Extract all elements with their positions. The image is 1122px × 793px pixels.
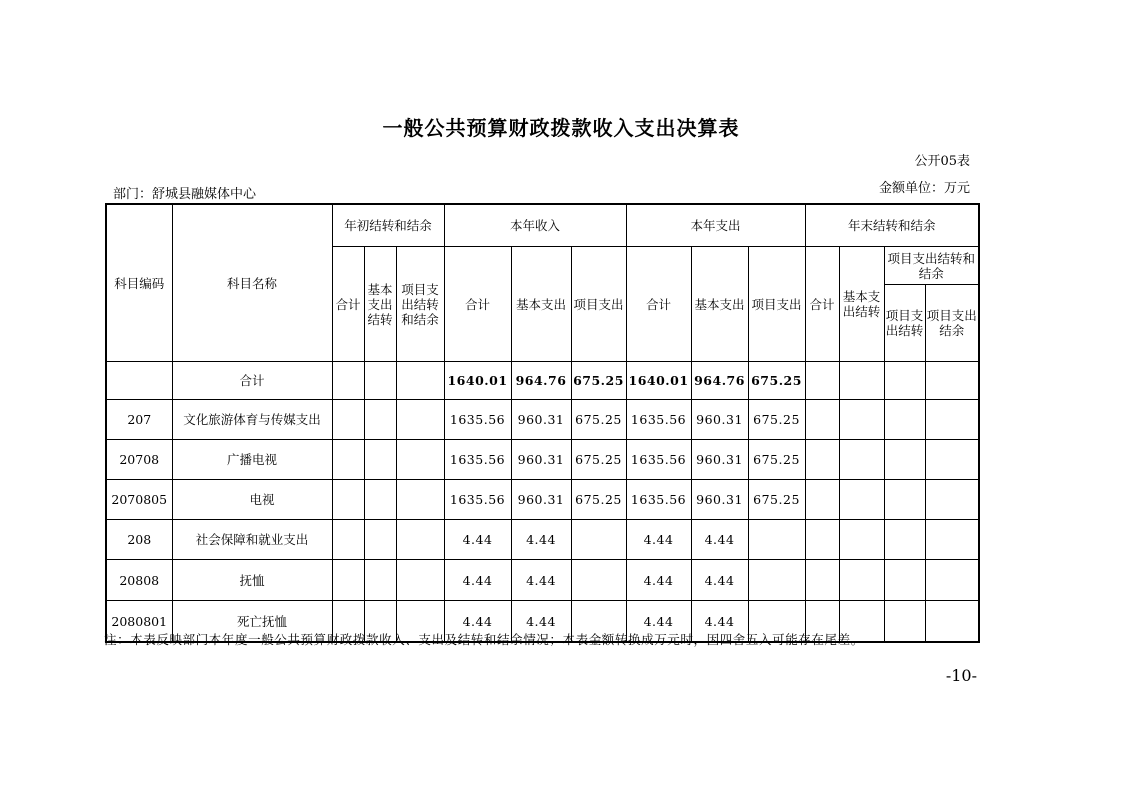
cell-end-basic — [839, 362, 884, 400]
cell-code: 2070805 — [106, 480, 172, 520]
cell-income-basic: 964.76 — [511, 362, 571, 400]
cell-begin-project — [396, 362, 444, 400]
table-row — [106, 560, 979, 601]
table-row — [106, 400, 979, 440]
cell-income-basic: 960.31 — [511, 400, 571, 440]
header-expense-project: 项目支出 — [748, 247, 805, 362]
table-row — [106, 480, 979, 520]
cell-income-basic: 4.44 — [511, 520, 571, 560]
cell-income-total: 4.44 — [444, 601, 511, 643]
cell-income-project — [571, 560, 626, 601]
cell-expense-basic: 960.31 — [691, 480, 748, 520]
cell-end-project-carry — [884, 362, 925, 400]
footnote: 注：本表反映部门本年度一般公共预算财政拨款收入、支出及结转和结余情况；本表金额转换成万元时，因四舍五入可能存在尾差。 — [104, 632, 864, 647]
cell-income-project: 675.25 — [571, 480, 626, 520]
header-end-project-remain: 项目支出结余 — [925, 285, 979, 362]
cell-income-basic: 960.31 — [511, 480, 571, 520]
cell-expense-basic: 960.31 — [691, 400, 748, 440]
header-end-basic: 基本支出结转 — [839, 247, 884, 362]
cell-income-total: 1635.56 — [444, 400, 511, 440]
cell-name: 抚恤 — [172, 560, 332, 601]
cell-expense-total: 1640.01 — [626, 362, 691, 400]
header-name: 科目名称 — [172, 204, 332, 362]
cell-income-total: 4.44 — [444, 560, 511, 601]
cell-expense-basic: 4.44 — [691, 520, 748, 560]
cell-end-project-remain — [925, 362, 979, 400]
cell-begin-basic — [364, 362, 396, 400]
cell-income-total: 4.44 — [444, 520, 511, 560]
cell-expense-total: 1635.56 — [626, 480, 691, 520]
cell-name: 合计 — [172, 362, 332, 400]
cell-expense-total: 4.44 — [626, 560, 691, 601]
cell-income-total: 1635.56 — [444, 480, 511, 520]
header-expense-total: 合计 — [626, 247, 691, 362]
cell-name: 电视 — [172, 480, 332, 520]
cell-income-total: 1635.56 — [444, 440, 511, 480]
header-begin-total: 合计 — [332, 247, 364, 362]
cell-expense-total: 4.44 — [626, 520, 691, 560]
cell-code: 208 — [106, 520, 172, 560]
cell-name: 死亡抚恤 — [172, 601, 332, 643]
header-begin-basic: 基本支出结转 — [364, 247, 396, 362]
cell-expense-total: 4.44 — [626, 601, 691, 643]
cell-expense-basic: 4.44 — [691, 601, 748, 643]
cell-expense-project: 675.25 — [748, 400, 805, 440]
cell-income-total: 1640.01 — [444, 362, 511, 400]
cell-name: 广播电视 — [172, 440, 332, 480]
cell-end-total — [805, 362, 839, 400]
cell-code: 20708 — [106, 440, 172, 480]
header-income-project: 项目支出 — [571, 247, 626, 362]
header-end-project-group: 项目支出结转和结余 — [884, 247, 979, 285]
header-end-total: 合计 — [805, 247, 839, 362]
header-expense-group: 本年支出 — [626, 204, 805, 247]
cell-begin-total — [332, 362, 364, 400]
amount-unit: 金额单位：万元 — [878, 181, 970, 196]
cell-code: 207 — [106, 400, 172, 440]
cell-expense-project — [748, 520, 805, 560]
cell-expense-project: 675.25 — [748, 440, 805, 480]
cell-code: 20808 — [106, 560, 172, 601]
budget-table — [105, 203, 980, 643]
cell-name: 文化旅游体育与传媒支出 — [172, 400, 332, 440]
cell-expense-project: 675.25 — [748, 362, 805, 400]
header-end-group: 年末结转和结余 — [805, 204, 979, 247]
cell-income-project: 675.25 — [571, 400, 626, 440]
header-income-group: 本年收入 — [444, 204, 626, 247]
cell-income-basic: 4.44 — [511, 560, 571, 601]
header-end-project-carry: 项目支出结转 — [884, 285, 925, 362]
cell-expense-project: 675.25 — [748, 480, 805, 520]
header-begin-project: 项目支出结转和结余 — [396, 247, 444, 362]
header-income-total: 合计 — [444, 247, 511, 362]
page-title: 一般公共预算财政拨款收入支出决算表 — [382, 116, 740, 140]
page-number: -10- — [945, 666, 977, 685]
cell-income-project: 675.25 — [571, 440, 626, 480]
cell-income-project: 675.25 — [571, 362, 626, 400]
header-expense-basic: 基本支出 — [691, 247, 748, 362]
cell-name: 社会保障和就业支出 — [172, 520, 332, 560]
cell-expense-basic: 4.44 — [691, 560, 748, 601]
header-income-basic: 基本支出 — [511, 247, 571, 362]
cell-income-project — [571, 520, 626, 560]
cell-code: 2080801 — [106, 601, 172, 643]
cell-expense-project — [748, 560, 805, 601]
cell-expense-total: 1635.56 — [626, 440, 691, 480]
total-row — [106, 362, 979, 400]
department-label: 部门：舒城县融媒体中心 — [113, 187, 257, 202]
cell-income-basic: 960.31 — [511, 440, 571, 480]
cell-expense-basic: 960.31 — [691, 440, 748, 480]
header-begin-group: 年初结转和结余 — [332, 204, 444, 247]
cell-code — [106, 362, 172, 400]
cell-income-basic: 4.44 — [511, 601, 571, 643]
form-number: 公开05表 — [914, 154, 970, 169]
cell-expense-total: 1635.56 — [626, 400, 691, 440]
table-row — [106, 520, 979, 560]
table-row — [106, 440, 979, 480]
cell-expense-basic: 964.76 — [691, 362, 748, 400]
header-code: 科目编码 — [106, 204, 172, 362]
